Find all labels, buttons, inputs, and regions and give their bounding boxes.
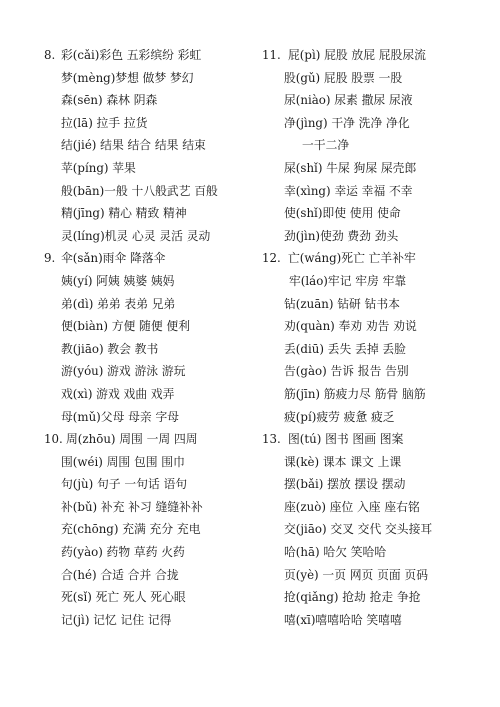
section-13-line-7: 页(yè) 一页 网页 页面 页码 [284,567,429,582]
section-10-line-8: 死(sǐ) 死亡 死人 死心眼 [61,590,186,605]
section-10-line-5: 充(chōng) 充满 充分 充电 [61,522,201,537]
section-number: 13. [262,432,281,447]
section-9-line-6: 游(yóu) 游戏 游泳 游玩 [61,364,186,379]
section-12-line-7: 筋(jīn) 筋疲力尽 筋骨 脑筋 [284,386,426,401]
section-9-line-7: 戏(xì) 游戏 戏曲 戏弄 [61,386,175,401]
section-number: 12. [262,251,281,266]
section-13-line-6: 哈(hā) 哈欠 笑哈哈 [284,545,387,560]
section-8-line-9: 灵(líng)机灵 心灵 灵活 灵动 [61,228,211,243]
section-number: 11. [262,48,281,62]
section-10-line-6: 药(yào) 药物 草药 火药 [61,545,185,560]
section-8-line-7: 般(bān)一般 十八般武艺 百般 [61,183,218,198]
section-9-line-3: 弟(dì) 弟弟 表弟 兄弟 [61,296,176,311]
section-10-line-3: 句(jù) 句子 一句话 语句 [61,477,188,492]
section-9-line-8: 母(mǔ)父母 母亲 字母 [61,409,180,424]
section-10-line-7: 合(hé) 合适 合并 合拢 [61,567,179,582]
section-11-line-6: 屎(shǐ) 牛屎 狗屎 屎壳郎 [284,160,417,175]
section-11-line-8: 使(shǐ)即使 使用 使命 [284,206,401,221]
section-9-line-4: 便(biàn) 方便 随便 便利 [61,319,190,334]
section-8-line-1 [44,44,249,67]
section-10-line-1 [44,428,249,451]
section-12-line-2: 牢(láo)牢记 牢房 牢靠 [289,273,407,288]
section-11-line-5: 一干二净 [302,138,350,153]
right-column [262,44,487,631]
entry-text: 伞(sǎn)雨伞 降落伞 [61,251,166,266]
section-11-line-4: 净(jìng) 干净 洗净 净化 [284,115,410,130]
section-8-line-3: 森(sēn) 森林 阴森 [61,93,158,108]
entry-text: 图(tú) 图书 图画 图案 [288,432,404,447]
section-number: 9. [44,251,56,266]
entry-text: 周(zhōu) 周围 一周 四周 [66,432,198,447]
section-12-line-8: 疲(pí)疲劳 疲惫 疲乏 [284,409,395,424]
section-13-line-4: 座(zuò) 座位 入座 座右铭 [284,499,420,514]
section-13-line-1 [262,428,487,451]
section-12-line-1 [262,247,487,270]
section-12-line-5: 丢(diū) 丢失 丢掉 丢脸 [284,341,406,356]
section-9-line-5: 教(jiāo) 教会 教书 [61,341,159,356]
section-12-line-6: 告(gào) 告诉 报告 告别 [284,364,409,379]
section-8-line-4: 拉(lā) 拉手 拉货 [61,115,148,130]
section-13-line-5: 交(jiāo) 交叉 交代 交头接耳 [284,522,433,537]
section-number: 10. [44,432,63,447]
section-8-line-8: 精(jīng) 精心 精致 精神 [61,206,187,221]
section-13-line-8: 抢(qiǎng) 抢劫 抢走 争抢 [284,590,421,605]
section-11-line-1 [262,44,487,67]
section-12-line-3: 钻(zuān) 钻研 钻书本 [284,296,400,311]
section-11-line-7: 幸(xìng) 幸运 幸福 不幸 [284,183,413,198]
section-8-line-5: 结(jié) 结果 结合 结果 结束 [61,138,206,153]
section-11-line-3: 尿(niào) 尿素 撒尿 尿液 [284,93,413,108]
section-9-line-1 [44,247,249,270]
section-8-line-6: 苹(píng) 苹果 [61,160,136,175]
section-13-line-9: 嘻(xī)嘻嘻哈哈 笑嘻嘻 [284,612,402,627]
entry-text: 彩(cǎi)彩色 五彩缤纷 彩虹 [61,48,202,62]
section-12-line-4: 劝(quàn) 奉劝 劝告 劝说 [284,319,417,334]
section-11-line-2: 股(gǔ) 屁股 股票 一股 [284,70,403,85]
section-number: 8. [44,48,56,62]
section-10-line-2: 围(wéi) 周围 包围 围巾 [61,454,185,469]
entry-text: 亡(wáng)死亡 亡羊补牢 [288,251,416,266]
section-8-line-2: 梦(mèng)梦想 做梦 梦幻 [61,70,194,85]
section-10-line-9: 记(jì) 记忆 记住 记得 [61,612,172,627]
left-column [44,44,249,631]
entry-text: 屁(pì) 屁股 放屁 屁股尿流 [288,48,426,62]
section-11-line-9: 劲(jìn)使劲 费劲 劲头 [284,228,399,243]
section-9-line-2: 姨(yí) 阿姨 姨婆 姨妈 [61,273,175,288]
section-10-line-4: 补(bǔ) 补充 补习 缝缝补补 [61,499,203,514]
section-13-line-3: 摆(bǎi) 摆放 摆设 摆动 [284,477,406,492]
section-13-line-2: 课(kè) 课本 课文 上课 [284,454,402,469]
